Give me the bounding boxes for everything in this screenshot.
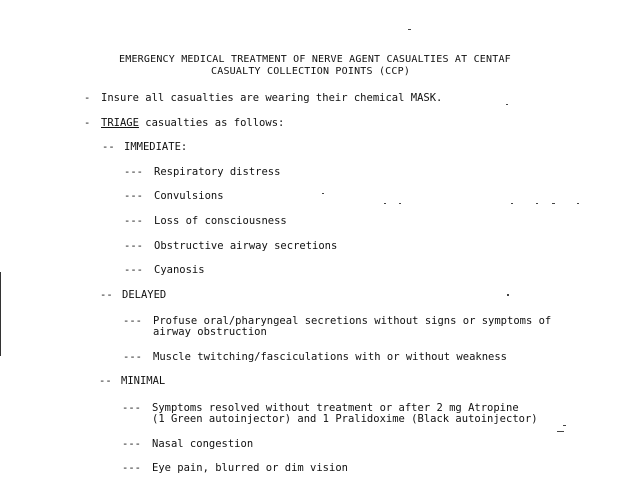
list-item: Symptoms resolved without treatment or after 2 mg Atropine xyxy=(152,402,519,414)
list-item: Profuse oral/pharyngeal secretions without signs or symptoms of xyxy=(153,315,552,327)
list-item: Muscle twitching/fasciculations with or without weakness xyxy=(153,351,508,363)
bullet-marker: - xyxy=(84,92,91,104)
scan-speck xyxy=(506,104,508,105)
scan-speck xyxy=(557,431,564,432)
section-heading-minimal: MINIMAL xyxy=(121,375,166,387)
scan-speck xyxy=(384,203,386,204)
triage-keyword: TRIAGE xyxy=(101,117,139,129)
item-marker: --- xyxy=(124,240,143,252)
item-marker: --- xyxy=(124,264,143,276)
item-marker: --- xyxy=(122,438,141,450)
section-heading-delayed: DELAYED xyxy=(122,289,167,301)
list-item: Eye pain, blurred or dim vision xyxy=(152,462,348,474)
scan-speck xyxy=(552,203,555,204)
list-item: Loss of consciousness xyxy=(154,215,287,227)
list-item: Obstructive airway secretions xyxy=(154,240,338,252)
section-marker: -- xyxy=(100,289,113,301)
scan-speck xyxy=(507,294,509,296)
scan-speck xyxy=(408,29,411,30)
scan-speck xyxy=(511,203,513,204)
document-title-line-1: EMERGENCY MEDICAL TREATMENT OF NERVE AGENT CASUALTIES AT CENTAF xyxy=(119,54,511,65)
item-marker: --- xyxy=(124,215,143,227)
scan-speck xyxy=(322,193,324,194)
document-title-line-2: CASUALTY COLLECTION POINTS (CCP) xyxy=(211,66,411,77)
item-marker: --- xyxy=(124,166,143,178)
mask-instruction: Insure all casualties are wearing their chemical MASK. xyxy=(101,92,443,104)
triage-instruction xyxy=(101,117,284,129)
triage-rest-text: casualties as follows: xyxy=(138,117,285,129)
item-marker: --- xyxy=(124,190,143,202)
item-marker: --- xyxy=(122,462,141,474)
scan-speck xyxy=(563,425,566,426)
scan-speck xyxy=(577,203,579,204)
item-marker: --- xyxy=(123,351,142,363)
section-marker: -- xyxy=(99,375,112,387)
section-heading-immediate: IMMEDIATE: xyxy=(124,141,188,153)
list-item-continuation: (1 Green autoinjector) and 1 Pralidoxime (Black autoinjector) xyxy=(152,413,538,425)
item-marker: --- xyxy=(122,402,141,414)
section-marker: -- xyxy=(102,141,115,153)
item-marker: --- xyxy=(123,315,142,327)
list-item-continuation: airway obstruction xyxy=(153,326,267,338)
scan-speck xyxy=(399,203,401,204)
scan-speck xyxy=(536,203,538,204)
list-item: Cyanosis xyxy=(154,264,205,276)
list-item: Respiratory distress xyxy=(154,166,281,178)
list-item: Convulsions xyxy=(154,190,224,202)
bullet-marker: - xyxy=(84,117,91,129)
list-item: Nasal congestion xyxy=(152,438,254,450)
scan-edge-line xyxy=(0,272,1,356)
